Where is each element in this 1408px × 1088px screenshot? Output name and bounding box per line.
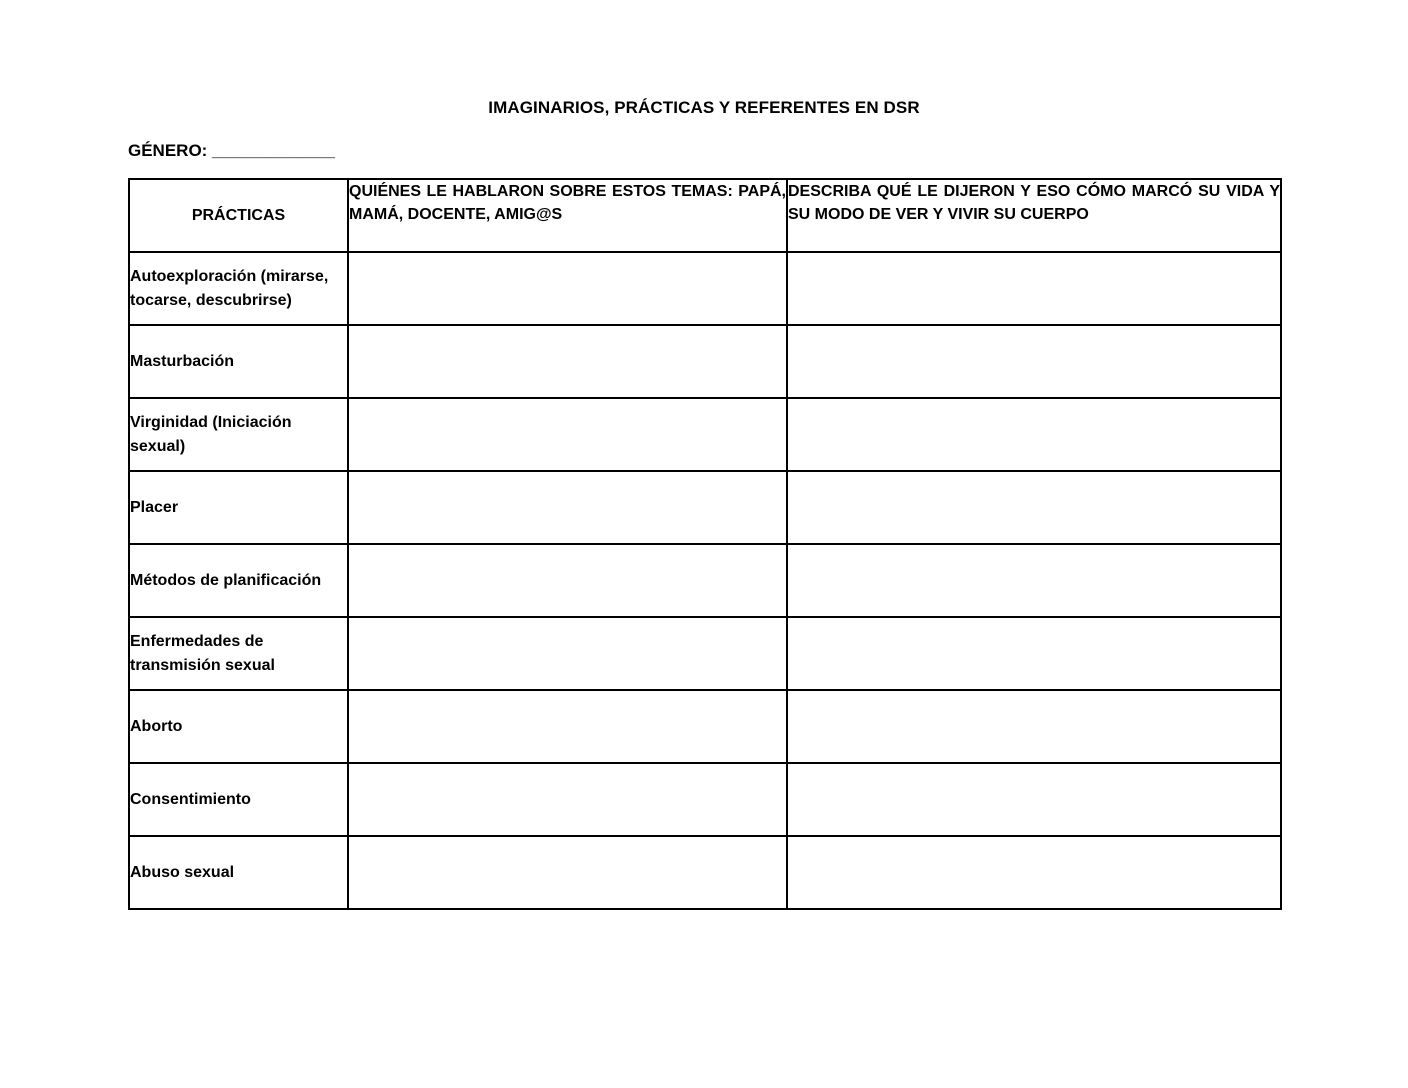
answer-cell-describa[interactable]: [787, 690, 1281, 763]
row-label-abuso: Abuso sexual: [129, 836, 348, 909]
row-label-virginidad: Virginidad (Iniciación sexual): [129, 398, 348, 471]
answer-cell-describa[interactable]: [787, 617, 1281, 690]
table-row: [129, 325, 1281, 398]
answer-cell-describa[interactable]: [787, 398, 1281, 471]
table-row: [129, 398, 1281, 471]
row-label-masturbacion: Masturbación: [129, 325, 348, 398]
answer-cell-describa[interactable]: [787, 325, 1281, 398]
gender-field-label[interactable]: GÉNERO: _____________: [128, 141, 335, 160]
answer-cell-quienes[interactable]: [348, 252, 787, 325]
table-row: [129, 617, 1281, 690]
answer-cell-quienes[interactable]: [348, 763, 787, 836]
table-header-row: [129, 179, 1281, 252]
answer-cell-quienes[interactable]: [348, 544, 787, 617]
table-row: [129, 544, 1281, 617]
header-describa: DESCRIBA QUÉ LE DIJERON Y ESO CÓMO MARCÓ SU VIDA Y SU MODO DE VER Y VIVIR SU CUERPO: [787, 179, 1281, 252]
answer-cell-quienes[interactable]: [348, 690, 787, 763]
row-label-aborto: Aborto: [129, 690, 348, 763]
answer-cell-quienes[interactable]: [348, 836, 787, 909]
header-practicas: PRÁCTICAS: [129, 179, 348, 252]
row-label-enfermedades: Enfermedades de transmisión sexual: [129, 617, 348, 690]
row-label-autoexploracion: Autoexploración (mirarse, tocarse, descubrirse): [129, 252, 348, 325]
answer-cell-describa[interactable]: [787, 836, 1281, 909]
document-title: IMAGINARIOS, PRÁCTICAS Y REFERENTES EN DSR: [488, 98, 920, 117]
answer-cell-quienes[interactable]: [348, 398, 787, 471]
answer-cell-quienes[interactable]: [348, 471, 787, 544]
answer-cell-quienes[interactable]: [348, 617, 787, 690]
row-label-placer: Placer: [129, 471, 348, 544]
table-row: [129, 836, 1281, 909]
answer-cell-describa[interactable]: [787, 252, 1281, 325]
row-label-metodos: Métodos de planificación: [129, 544, 348, 617]
table-row: [129, 763, 1281, 836]
answer-cell-describa[interactable]: [787, 544, 1281, 617]
answer-cell-describa[interactable]: [787, 763, 1281, 836]
row-label-consentimiento: Consentimiento: [129, 763, 348, 836]
table-row: [129, 252, 1281, 325]
practices-table: [128, 178, 1282, 910]
answer-cell-quienes[interactable]: [348, 325, 787, 398]
table-row: [129, 471, 1281, 544]
table-row: [129, 690, 1281, 763]
answer-cell-describa[interactable]: [787, 471, 1281, 544]
header-quienes: QUIÉNES LE HABLARON SOBRE ESTOS TEMAS: PAPÁ, MAMÁ, DOCENTE, AMIG@S: [348, 179, 787, 252]
